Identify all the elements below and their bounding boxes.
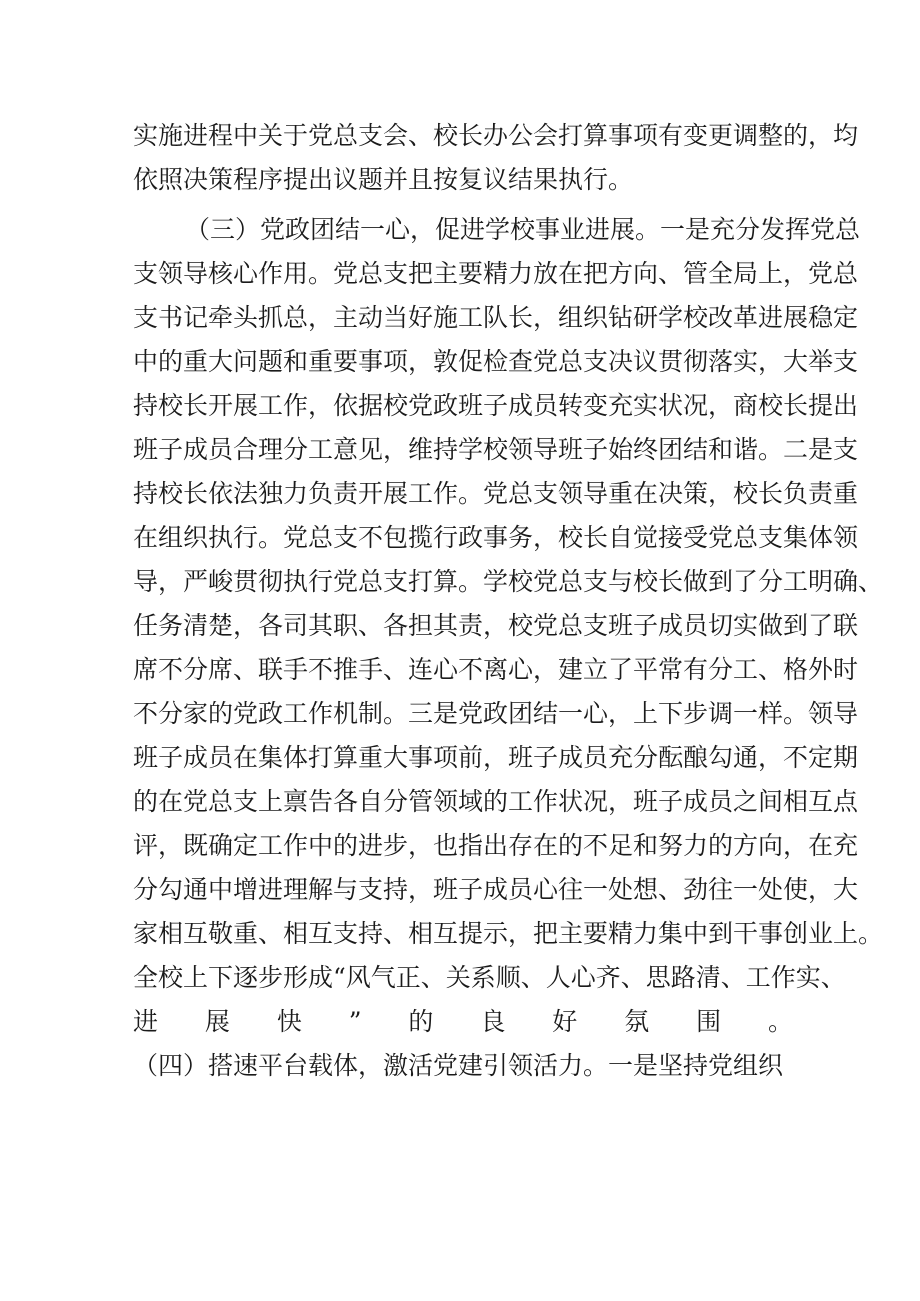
text-line: 不分家的党政工作机制。三是党政团结一心，上下步调一样。领导 bbox=[133, 699, 859, 728]
text-line: 中的重大问题和重要事项，敦促检查党总支决议贯彻落实，大举支 bbox=[133, 347, 859, 376]
text-line: 依照决策程序提出议题并且按复议结果执行。 bbox=[133, 165, 634, 194]
text-line: 进展快”的良好氛围。 bbox=[133, 1007, 793, 1036]
text-line: 任务清楚，各司其职、各担其责，校党总支班子成员切实做到了联 bbox=[133, 611, 859, 640]
text-line: 的在党总支上禀告各自分管领域的工作状况，班子成员之间相互点 bbox=[133, 787, 859, 816]
text-line: 持校长开展工作，依据校党政班子成员转变充实状况，商校长提出 bbox=[133, 391, 859, 420]
text-line: 评，既确定工作中的进步，也指出存在的不足和努力的方向，在充 bbox=[133, 831, 859, 860]
text-line: 导，严峻贯彻执行党总支打算。学校党总支与校长做到了分工明确、 bbox=[133, 567, 884, 596]
text-line: 实施进程中关于党总支会、校长办公会打算事项有变更调整的，均 bbox=[133, 121, 859, 150]
paragraph-heading-line bbox=[185, 1126, 793, 1166]
text-line: 支书记牵头抓总，主动当好施工队长，组织钻研学校改革进展稳定 bbox=[133, 303, 859, 332]
text-line: 席不分席、联手不推手、连心不离心，建立了平常有分工、格外时 bbox=[133, 655, 859, 684]
text-line: （四）搭速平台载体，激活党建引领活力。一是坚持党组织 bbox=[133, 1051, 784, 1080]
text-line: 在组织执行。党总支不包揽行政事务，校长自觉接受党总支集体领 bbox=[133, 523, 859, 552]
text-line: 分勾通中增进理解与支持，班子成员心往一处想、劲往一处使，大 bbox=[133, 875, 859, 904]
text-line: 支领导核心作用。党总支把主要精力放在把方向、管全局上，党总 bbox=[133, 259, 859, 288]
text-line: 持校长依法独力负责开展工作。党总支领导重在决策，校长负责重 bbox=[133, 479, 859, 508]
text-line: 家相互敬重、相互支持、相互提示，把主要精力集中到干事创业上。 bbox=[133, 919, 884, 948]
paragraph-heading-line: （三）党政团结一心，促进学校事业进展。一是充分发挥党总 bbox=[185, 215, 861, 244]
text-line: 班子成员合理分工意见，维持学校领导班子始终团结和谐。二是支 bbox=[133, 435, 859, 464]
text-line: 班子成员在集体打算重大事项前，班子成员充分酝酿勾通，不定期 bbox=[133, 743, 859, 772]
text-line: 全校上下逐步形成“风气正、关系顺、人心齐、思路清、工作实、 bbox=[133, 963, 846, 992]
